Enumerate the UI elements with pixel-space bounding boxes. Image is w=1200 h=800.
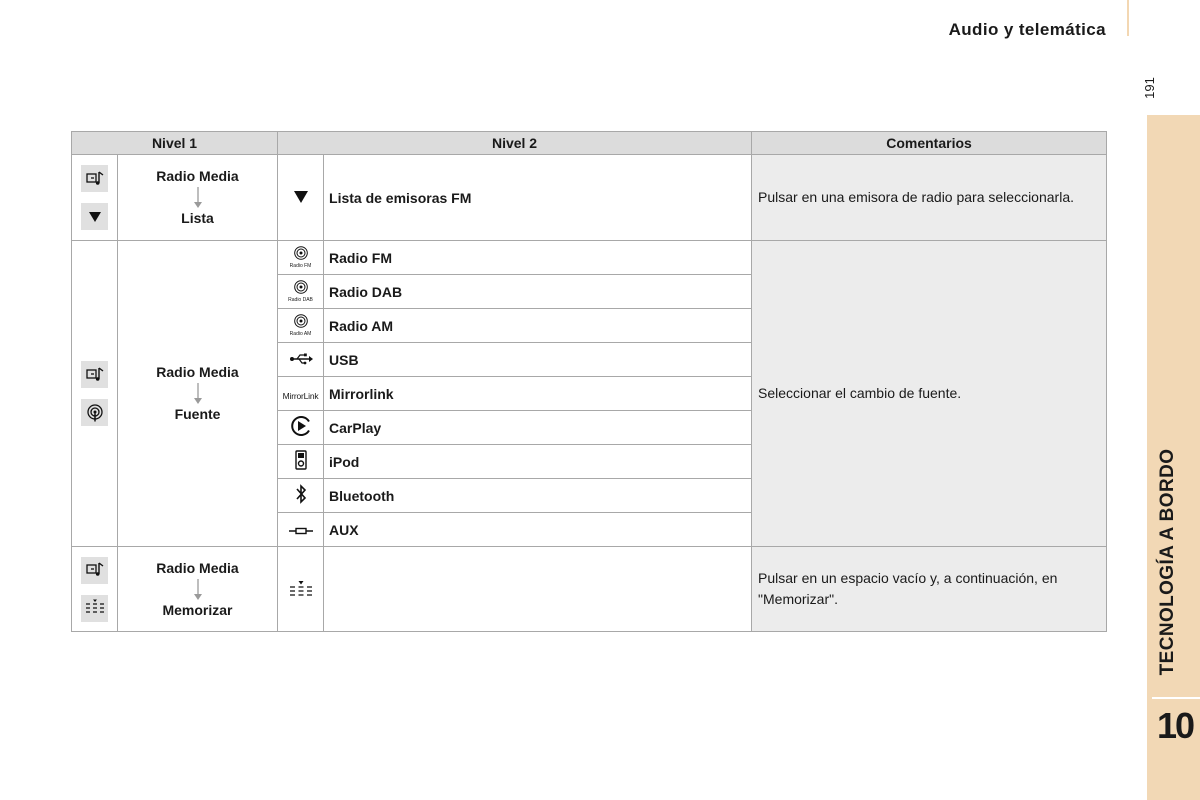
chapter-number: 10 (1156, 705, 1194, 746)
level2-icon-cell (278, 155, 324, 241)
usb-icon (289, 353, 313, 365)
level2-icon-cell (278, 411, 324, 445)
level1-icons-cell (72, 547, 118, 632)
level2-icon-cell (278, 513, 324, 547)
radio-dab-caption: Radio DAB (288, 297, 313, 303)
memorize-icon (81, 595, 108, 622)
menu-table (71, 131, 1107, 632)
level1-icons-cell (72, 241, 118, 547)
dropdown-triangle-icon (294, 191, 308, 203)
level2-label: USB (324, 343, 752, 377)
level2-label: Radio FM (324, 241, 752, 275)
table-row (72, 155, 1107, 241)
radio-am-icon (293, 314, 309, 328)
table-row (72, 241, 1107, 275)
level1-subtitle: Fuente (174, 406, 221, 422)
memorize-icon (289, 579, 313, 597)
level1-title: Radio Media (156, 168, 239, 184)
radio-dab-icon (293, 280, 309, 294)
page-number: 191 (1142, 77, 1157, 99)
column-header-comentarios: Comentarios (752, 132, 1107, 155)
level1-icons-cell (72, 155, 118, 241)
level2-label (324, 547, 752, 632)
level2-icon-cell (278, 343, 324, 377)
level1-subtitle: Lista (181, 210, 214, 226)
level2-icon-cell (278, 309, 324, 343)
level2-icon-cell (278, 479, 324, 513)
bluetooth-icon (295, 484, 307, 504)
header-rule (1127, 0, 1129, 36)
ipod-icon (295, 450, 307, 470)
level1-title: Radio Media (156, 559, 239, 576)
level1-name-cell (118, 155, 278, 241)
radio-media-icon (81, 165, 108, 192)
level2-label: CarPlay (324, 411, 752, 445)
carplay-icon (290, 415, 312, 437)
down-arrow-icon (193, 579, 203, 601)
level1-name-cell (118, 547, 278, 632)
side-section-label: TECNOLOGÍA A BORDO (1157, 448, 1178, 676)
level2-icon-cell (278, 241, 324, 275)
column-header-nivel2: Nivel 2 (278, 132, 752, 155)
down-arrow-icon (193, 383, 203, 405)
level2-label: Bluetooth (324, 479, 752, 513)
comment-cell: Seleccionar el cambio de fuente. (752, 241, 1107, 547)
table-row (72, 547, 1107, 632)
table-header-row (72, 132, 1107, 155)
level2-icon-cell (278, 275, 324, 309)
level2-label: Radio DAB (324, 275, 752, 309)
level1-name-cell (118, 241, 278, 547)
column-header-nivel1: Nivel 1 (72, 132, 278, 155)
dropdown-triangle-icon (81, 203, 108, 230)
level2-icon-cell (278, 377, 324, 411)
comment-cell: Pulsar en un espacio vacío y, a continuación, en "Memorizar". (752, 547, 1107, 632)
section-header-title: Audio y telemática (948, 20, 1106, 39)
source-icon (81, 399, 108, 426)
radio-media-icon (81, 361, 108, 388)
level2-icon-cell (278, 547, 324, 632)
radio-fm-caption: Radio FM (289, 263, 312, 269)
down-arrow-icon (193, 187, 203, 209)
radio-media-icon (81, 557, 108, 584)
aux-icon (289, 527, 313, 535)
comment-cell: Pulsar en una emisora de radio para seleccionarla. (752, 155, 1107, 241)
radio-fm-icon (293, 246, 309, 260)
level2-icon-cell (278, 445, 324, 479)
level2-label: Mirrorlink (324, 377, 752, 411)
level1-subtitle: Memorizar (162, 601, 233, 618)
level2-label: Lista de emisoras FM (324, 155, 752, 241)
level2-label: Radio AM (324, 309, 752, 343)
radio-am-caption: Radio AM (289, 331, 312, 337)
level2-label: AUX (324, 513, 752, 547)
mirrorlink-icon: MirrorLink (282, 390, 319, 401)
level2-label: iPod (324, 445, 752, 479)
level1-title: Radio Media (156, 364, 239, 380)
side-divider (1152, 697, 1200, 699)
